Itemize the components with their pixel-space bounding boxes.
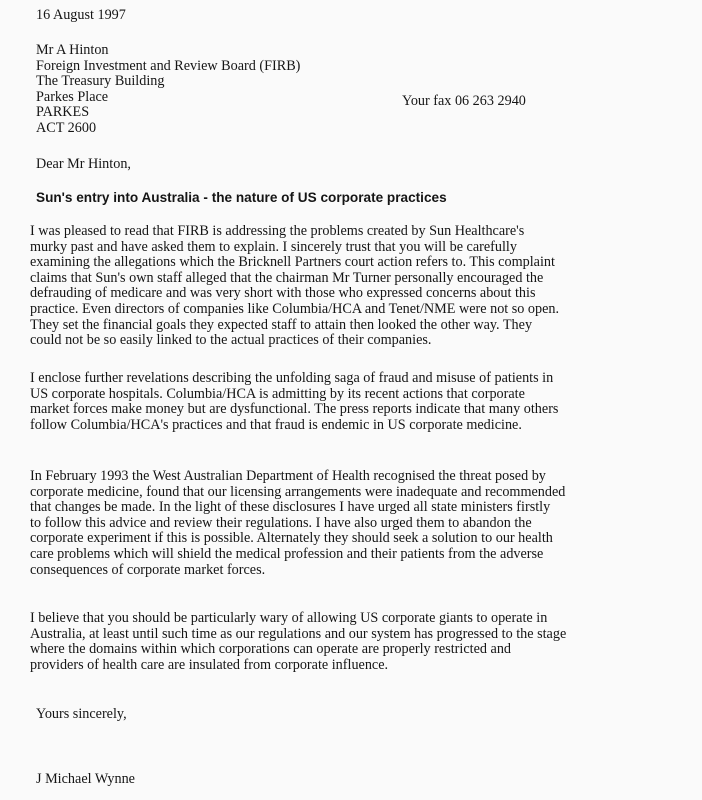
- address-line: PARKES: [36, 104, 90, 121]
- paragraph-line: corporate medicine, found that our licensing arrangements were inadequate and recommended: [30, 483, 566, 500]
- paragraph-line: In February 1993 the West Australian Department of Health recognised the threat posed by: [30, 468, 546, 484]
- paragraph-line: Australia, at least until such time as our regulations and our system has progressed to the stage: [30, 625, 567, 642]
- paragraph-line: I was pleased to read that FIRB is addressing the problems created by Sun Healthcare's: [30, 223, 525, 239]
- address-line: ACT 2600: [36, 119, 97, 136]
- fax-number: Your fax 06 263 2940: [402, 93, 526, 109]
- paragraph-line: examining the allegations which the Bricknell Partners court action refers to. This complaint: [30, 254, 555, 271]
- paragraph-line: I enclose further revelations describing the unfolding saga of fraud and misuse of patients in: [30, 370, 554, 386]
- address-line: Mr A Hinton: [36, 42, 109, 58]
- paragraph-line: could not be so easily linked to the actual practices of their companies.: [30, 332, 432, 349]
- paragraph-line: care problems which will shield the medical profession and their patients from the adverse: [30, 545, 544, 562]
- paragraph-line: consequences of corporate market forces.: [30, 561, 266, 578]
- closing: Yours sincerely,: [36, 706, 127, 722]
- subject-heading: Sun's entry into Australia - the nature of US corporate practices: [36, 190, 447, 205]
- paragraph-line: to follow this advice and review their regulations. I have also urged them to abandon the: [30, 514, 532, 531]
- paragraph-line: They set the financial goals they expected staff to attain then looked the other way. They: [30, 316, 533, 333]
- address-line: Parkes Place: [36, 88, 109, 105]
- paragraph-line: claims that Sun's own staff alleged that the chairman Mr Turner personally encouraged the: [30, 269, 544, 286]
- address-line: The Treasury Building: [36, 73, 165, 90]
- body-paragraph-2: [30, 371, 690, 433]
- body-paragraph-3: [30, 469, 690, 578]
- salutation: Dear Mr Hinton,: [36, 156, 131, 172]
- paragraph-line: I believe that you should be particularly wary of allowing US corporate giants to operate in: [30, 610, 548, 626]
- body-paragraph-4: [30, 611, 690, 673]
- paragraph-line: market forces make money but are dysfunctional. The press reports indicate that many others: [30, 401, 559, 418]
- recipient-address: [36, 43, 300, 137]
- paragraph-line: murky past and have asked them to explain. I sincerely trust that you will be carefully: [30, 238, 517, 255]
- signature-name: J Michael Wynne: [36, 771, 135, 787]
- body-paragraph-1: [30, 224, 690, 349]
- paragraph-line: defrauding of medicare and was very short with those who expressed concerns about this: [30, 285, 536, 302]
- paragraph-line: practice. Even directors of companies like Columbia/HCA and Tenet/NME were not so open.: [30, 300, 560, 317]
- paragraph-line: that changes be made. In the light of these disclosures I have urged all state ministers firstly: [30, 499, 551, 516]
- paragraph-line: corporate experiment if this is possible. Alternately they should seek a solution to our health: [30, 530, 553, 547]
- paragraph-line: follow Columbia/HCA's practices and that fraud is endemic in US corporate medicine.: [30, 416, 522, 433]
- letter-date: 16 August 1997: [36, 7, 126, 23]
- address-line: Foreign Investment and Review Board (FIRB): [36, 57, 301, 74]
- paragraph-line: where the domains within which corporations can operate are properly restricted and: [30, 641, 512, 658]
- paragraph-line: providers of health care are insulated from corporate influence.: [30, 656, 389, 673]
- paragraph-line: US corporate hospitals. Columbia/HCA is admitting by its recent actions that corporate: [30, 385, 525, 402]
